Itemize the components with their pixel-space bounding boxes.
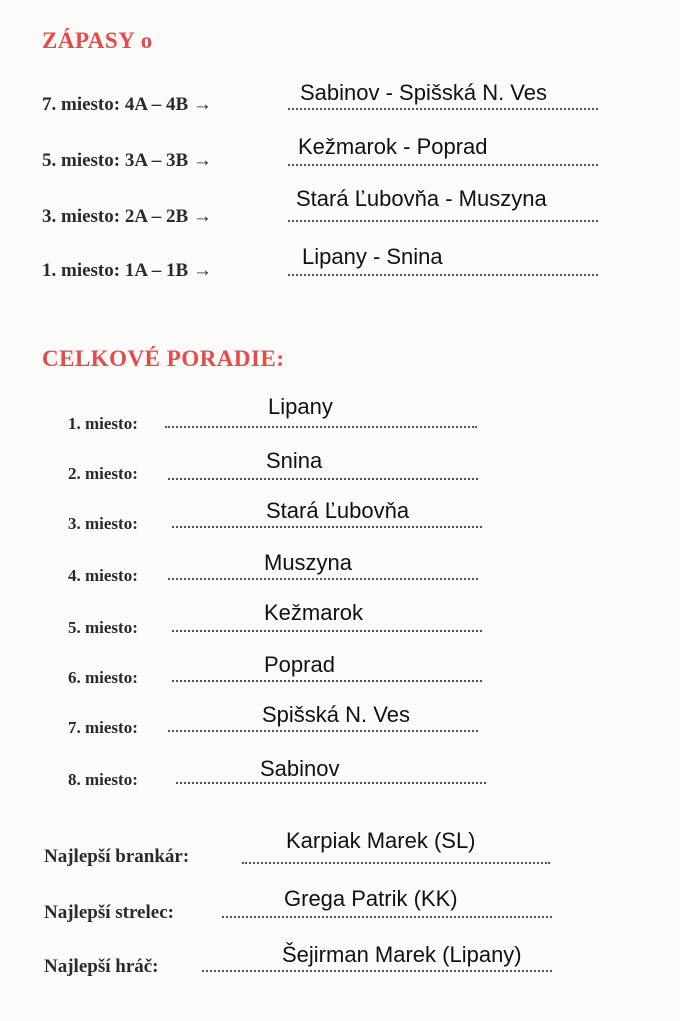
rank-team: Stará Ľubovňa: [266, 498, 410, 523]
dotted-line: [172, 680, 482, 682]
dotted-line: [172, 526, 482, 528]
match-label: 7. miesto: 4A – 4B →: [42, 94, 212, 115]
rank-team: Kežmarok: [264, 600, 364, 625]
dotted-line: [222, 916, 552, 918]
dotted-line: [168, 478, 478, 480]
award-label: Najlepší strelec:: [44, 902, 174, 923]
rank-team: Sabinov: [260, 756, 340, 781]
match-label: 1. miesto: 1A – 1B →: [42, 260, 212, 281]
award-winner: Šejirman Marek (Lipany): [282, 942, 522, 967]
zapasy-heading: ZÁPASY o: [42, 28, 153, 53]
rank-label: 7. miesto:: [68, 718, 138, 737]
rank-label: 6. miesto:: [68, 668, 138, 687]
dotted-line: [288, 164, 598, 166]
dotted-line: [172, 630, 482, 632]
poradie-heading: CELKOVÉ PORADIE:: [42, 346, 285, 371]
match-label: 5. miesto: 3A – 3B →: [42, 150, 212, 171]
rank-team: Spišská N. Ves: [262, 702, 410, 727]
dotted-line: [168, 578, 478, 580]
rank-label: 1. miesto:: [68, 414, 138, 433]
award-winner: Grega Patrik (KK): [284, 886, 458, 911]
dotted-line: [165, 426, 477, 428]
dotted-line: [168, 730, 478, 732]
rank-label: 4. miesto:: [68, 566, 138, 585]
match-result: Sabinov - Spišská N. Ves: [300, 80, 548, 105]
award-label: Najlepší hráč:: [44, 956, 159, 977]
rank-team: Lipany: [268, 394, 333, 419]
dotted-line: [176, 782, 486, 784]
rank-team: Muszyna: [264, 550, 353, 575]
match-result: Stará Ľubovňa - Muszyna: [296, 186, 547, 211]
rank-team: Snina: [266, 448, 323, 473]
rank-team: Poprad: [264, 652, 335, 677]
match-label: 3. miesto: 2A – 2B →: [42, 206, 212, 227]
rank-label: 3. miesto:: [68, 514, 138, 533]
rank-label: 8. miesto:: [68, 770, 138, 789]
rank-label: 2. miesto:: [68, 464, 138, 483]
award-winner: Karpiak Marek (SL): [286, 828, 476, 853]
dotted-line: [288, 274, 598, 276]
dotted-line: [202, 970, 552, 972]
rank-label: 5. miesto:: [68, 618, 138, 637]
match-result: Lipany - Snina: [302, 244, 443, 269]
match-result: Kežmarok - Poprad: [298, 134, 488, 159]
dotted-line: [288, 220, 598, 222]
dotted-line: [242, 862, 550, 864]
award-label: Najlepší brankár:: [44, 846, 190, 867]
dotted-line: [288, 108, 598, 110]
